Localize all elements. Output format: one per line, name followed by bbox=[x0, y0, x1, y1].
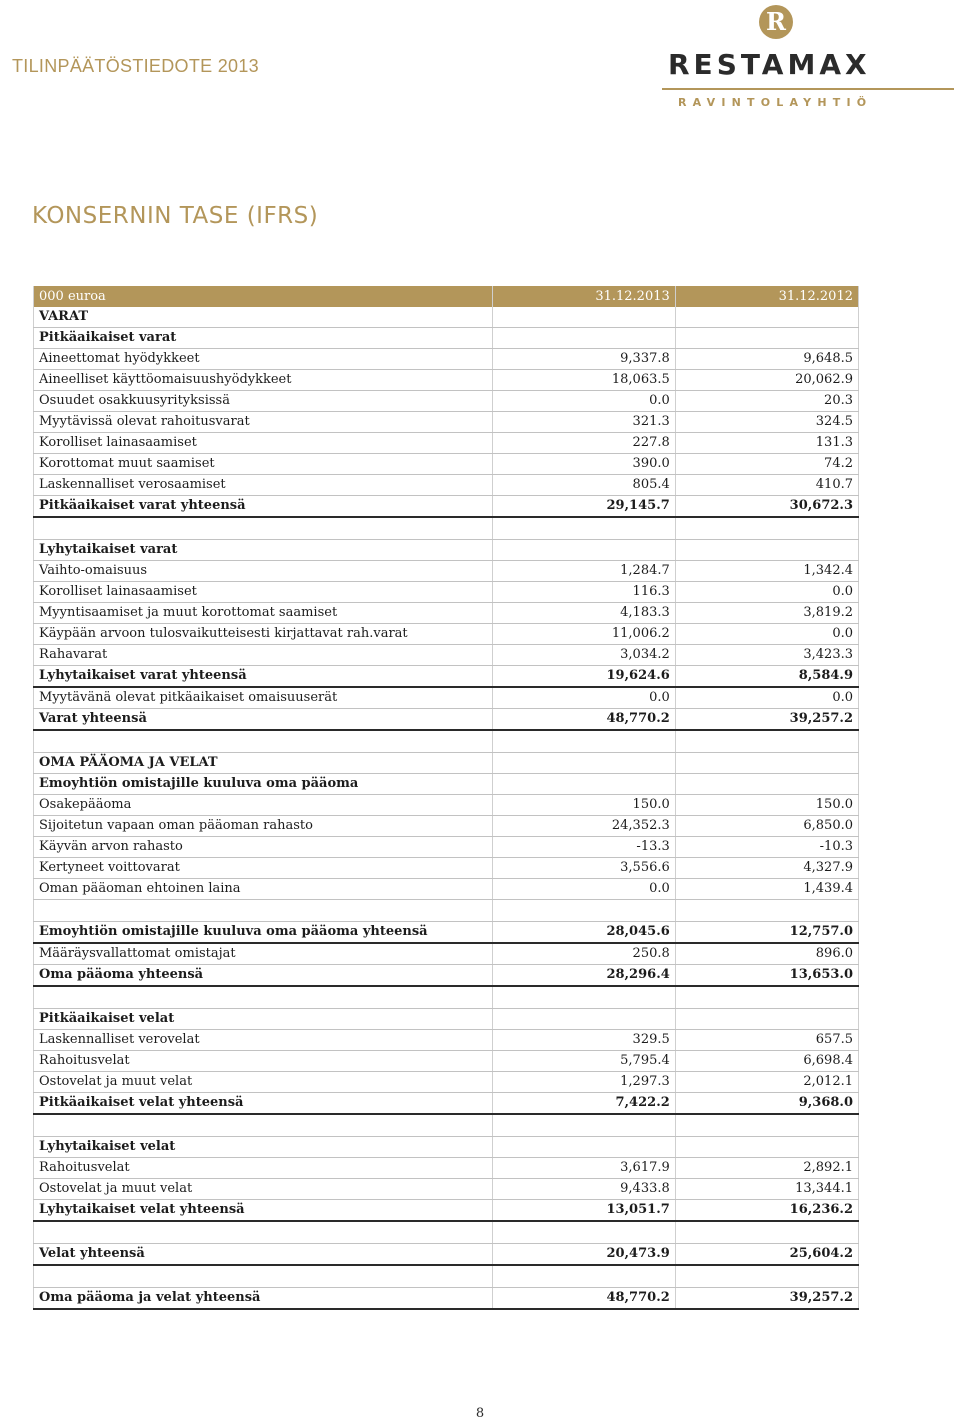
row-label: Käypään arvoon tulosvaikutteisesti kirjattavat rah.varat bbox=[34, 624, 493, 645]
value-2013 bbox=[492, 753, 675, 774]
value-2012 bbox=[675, 900, 858, 922]
logo-wordmark: RESTAMAX bbox=[668, 48, 871, 81]
value-2012: 410.7 bbox=[675, 475, 858, 496]
value-2013 bbox=[492, 517, 675, 540]
page-title: KONSERNIN TASE (IFRS) bbox=[32, 203, 319, 229]
value-2012: 39,257.2 bbox=[675, 709, 858, 731]
row-label: Myytävissä olevat rahoitusvarat bbox=[34, 412, 493, 433]
value-2012: 13,653.0 bbox=[675, 965, 858, 987]
value-2013: 7,422.2 bbox=[492, 1093, 675, 1115]
table-row bbox=[34, 1158, 859, 1179]
value-2013: 13,051.7 bbox=[492, 1200, 675, 1222]
table-total-row bbox=[34, 1244, 859, 1266]
row-label: Pitkäaikaiset velat yhteensä bbox=[34, 1093, 493, 1115]
row-label: Laskennalliset verosaamiset bbox=[34, 475, 493, 496]
table-row bbox=[34, 370, 859, 391]
table-section-row bbox=[34, 307, 859, 328]
column-header-2012: 31.12.2012 bbox=[675, 286, 858, 307]
value-2012: 2,892.1 bbox=[675, 1158, 858, 1179]
row-label: Osakepääoma bbox=[34, 795, 493, 816]
row-label: Pitkäaikaiset varat yhteensä bbox=[34, 496, 493, 518]
table-row bbox=[34, 412, 859, 433]
value-2013: 28,045.6 bbox=[492, 922, 675, 944]
table-section-row bbox=[34, 753, 859, 774]
row-label: Lyhytaikaiset varat yhteensä bbox=[34, 666, 493, 688]
table-spacer-row bbox=[34, 1265, 859, 1288]
row-label: Oman pääoman ehtoinen laina bbox=[34, 879, 493, 900]
row-label bbox=[34, 730, 493, 753]
table-section-row bbox=[34, 540, 859, 561]
value-2012: 74.2 bbox=[675, 454, 858, 475]
row-label: Velat yhteensä bbox=[34, 1244, 493, 1266]
value-2012 bbox=[675, 730, 858, 753]
value-2012 bbox=[675, 986, 858, 1009]
table-row bbox=[34, 349, 859, 370]
table-row bbox=[34, 645, 859, 666]
table-row bbox=[34, 1072, 859, 1093]
svg-text:R: R bbox=[766, 7, 786, 36]
value-2012: 8,584.9 bbox=[675, 666, 858, 688]
value-2013: 227.8 bbox=[492, 433, 675, 454]
table-spacer-row bbox=[34, 1114, 859, 1137]
value-2012: 16,236.2 bbox=[675, 1200, 858, 1222]
table-spacer-row bbox=[34, 730, 859, 753]
row-label: Korolliset lainasaamiset bbox=[34, 582, 493, 603]
column-header-unit: 000 euroa bbox=[34, 286, 493, 307]
value-2012: 6,850.0 bbox=[675, 816, 858, 837]
value-2013: 3,556.6 bbox=[492, 858, 675, 879]
value-2013 bbox=[492, 774, 675, 795]
row-label: Kertyneet voittovarat bbox=[34, 858, 493, 879]
value-2013: 19,624.6 bbox=[492, 666, 675, 688]
table-spacer-row bbox=[34, 986, 859, 1009]
value-2012 bbox=[675, 1114, 858, 1137]
table-spacer-row bbox=[34, 517, 859, 540]
table-row bbox=[34, 624, 859, 645]
value-2013 bbox=[492, 986, 675, 1009]
value-2013: 150.0 bbox=[492, 795, 675, 816]
value-2012: 2,012.1 bbox=[675, 1072, 858, 1093]
row-label: Emoyhtiön omistajille kuuluva oma pääoma yhteensä bbox=[34, 922, 493, 944]
value-2013: 0.0 bbox=[492, 879, 675, 900]
row-label bbox=[34, 986, 493, 1009]
row-label bbox=[34, 900, 493, 922]
value-2012: 9,368.0 bbox=[675, 1093, 858, 1115]
value-2013: 11,006.2 bbox=[492, 624, 675, 645]
value-2013: 116.3 bbox=[492, 582, 675, 603]
document-header-title: TILINPÄÄTÖSTIEDOTE 2013 bbox=[12, 56, 259, 76]
row-label: Myytävänä olevat pitkäaikaiset omaisuuserät bbox=[34, 687, 493, 709]
value-2013 bbox=[492, 328, 675, 349]
value-2012 bbox=[675, 774, 858, 795]
value-2012 bbox=[675, 517, 858, 540]
table-row bbox=[34, 1030, 859, 1051]
row-label: Myyntisaamiset ja muut korottomat saamiset bbox=[34, 603, 493, 624]
value-2013 bbox=[492, 307, 675, 328]
row-label bbox=[34, 1221, 493, 1244]
row-label: Pitkäaikaiset varat bbox=[34, 328, 493, 349]
balance-sheet-table bbox=[33, 286, 859, 1310]
table-row bbox=[34, 1179, 859, 1200]
table-total-row bbox=[34, 496, 859, 518]
row-label: Määräysvallattomat omistajat bbox=[34, 943, 493, 965]
row-label: Laskennalliset verovelat bbox=[34, 1030, 493, 1051]
value-2013 bbox=[492, 1009, 675, 1030]
row-label: Osuudet osakkuusyrityksissä bbox=[34, 391, 493, 412]
value-2012: 39,257.2 bbox=[675, 1288, 858, 1310]
row-label: Korolliset lainasaamiset bbox=[34, 433, 493, 454]
value-2013: 18,063.5 bbox=[492, 370, 675, 391]
table-row bbox=[34, 454, 859, 475]
value-2013: 1,297.3 bbox=[492, 1072, 675, 1093]
value-2013: 1,284.7 bbox=[492, 561, 675, 582]
value-2012: 657.5 bbox=[675, 1030, 858, 1051]
row-label: Lyhytaikaiset varat bbox=[34, 540, 493, 561]
value-2013 bbox=[492, 1114, 675, 1137]
value-2012 bbox=[675, 753, 858, 774]
table-header-row bbox=[34, 286, 859, 307]
value-2013: 329.5 bbox=[492, 1030, 675, 1051]
table-spacer-row bbox=[34, 900, 859, 922]
table-row bbox=[34, 582, 859, 603]
column-header-2013: 31.12.2013 bbox=[492, 286, 675, 307]
value-2013: 390.0 bbox=[492, 454, 675, 475]
value-2012 bbox=[675, 328, 858, 349]
row-label: Ostovelat ja muut velat bbox=[34, 1179, 493, 1200]
table-row bbox=[34, 879, 859, 900]
value-2013: 29,145.7 bbox=[492, 496, 675, 518]
value-2012 bbox=[675, 1137, 858, 1158]
table-row bbox=[34, 603, 859, 624]
table-row bbox=[34, 391, 859, 412]
value-2013: 250.8 bbox=[492, 943, 675, 965]
table-total-row bbox=[34, 1200, 859, 1222]
value-2012: 0.0 bbox=[675, 687, 858, 709]
row-label: Pitkäaikaiset velat bbox=[34, 1009, 493, 1030]
value-2013: 24,352.3 bbox=[492, 816, 675, 837]
table-total-row bbox=[34, 1093, 859, 1115]
value-2012: 30,672.3 bbox=[675, 496, 858, 518]
row-label bbox=[34, 517, 493, 540]
logo-monogram-icon bbox=[758, 2, 794, 42]
value-2012 bbox=[675, 1265, 858, 1288]
value-2012: 4,327.9 bbox=[675, 858, 858, 879]
row-label: Korottomat muut saamiset bbox=[34, 454, 493, 475]
value-2013 bbox=[492, 1221, 675, 1244]
value-2013: 9,433.8 bbox=[492, 1179, 675, 1200]
value-2013: 805.4 bbox=[492, 475, 675, 496]
row-label: Vaihto-omaisuus bbox=[34, 561, 493, 582]
table-row bbox=[34, 561, 859, 582]
value-2012 bbox=[675, 1009, 858, 1030]
value-2013: 3,034.2 bbox=[492, 645, 675, 666]
table-section-row bbox=[34, 774, 859, 795]
value-2012: 12,757.0 bbox=[675, 922, 858, 944]
value-2013: 48,770.2 bbox=[492, 709, 675, 731]
value-2013 bbox=[492, 1137, 675, 1158]
row-label: Oma pääoma yhteensä bbox=[34, 965, 493, 987]
value-2013: 5,795.4 bbox=[492, 1051, 675, 1072]
value-2012: 1,439.4 bbox=[675, 879, 858, 900]
value-2013: 0.0 bbox=[492, 391, 675, 412]
value-2012: 3,819.2 bbox=[675, 603, 858, 624]
row-label: Oma pääoma ja velat yhteensä bbox=[34, 1288, 493, 1310]
row-label: Varat yhteensä bbox=[34, 709, 493, 731]
table-total-row bbox=[34, 1288, 859, 1310]
value-2012: 3,423.3 bbox=[675, 645, 858, 666]
table-row bbox=[34, 433, 859, 454]
value-2012: 1,342.4 bbox=[675, 561, 858, 582]
value-2013: 28,296.4 bbox=[492, 965, 675, 987]
value-2013 bbox=[492, 1265, 675, 1288]
value-2012: 324.5 bbox=[675, 412, 858, 433]
table-spacer-row bbox=[34, 1221, 859, 1244]
row-label: Aineelliset käyttöomaisuushyödykkeet bbox=[34, 370, 493, 391]
value-2013 bbox=[492, 900, 675, 922]
value-2013: 20,473.9 bbox=[492, 1244, 675, 1266]
value-2012: 131.3 bbox=[675, 433, 858, 454]
row-label: Rahavarat bbox=[34, 645, 493, 666]
value-2012: 25,604.2 bbox=[675, 1244, 858, 1266]
value-2012 bbox=[675, 1221, 858, 1244]
value-2012: -10.3 bbox=[675, 837, 858, 858]
row-label: Lyhytaikaiset velat bbox=[34, 1137, 493, 1158]
table-section-row bbox=[34, 1009, 859, 1030]
value-2013: 9,337.8 bbox=[492, 349, 675, 370]
value-2012: 20,062.9 bbox=[675, 370, 858, 391]
value-2012: 20.3 bbox=[675, 391, 858, 412]
value-2012: 6,698.4 bbox=[675, 1051, 858, 1072]
page-number: 8 bbox=[475, 1406, 485, 1421]
row-label bbox=[34, 1114, 493, 1137]
value-2013: 0.0 bbox=[492, 687, 675, 709]
row-label: Käyvän arvon rahasto bbox=[34, 837, 493, 858]
value-2012: 896.0 bbox=[675, 943, 858, 965]
value-2012: 0.0 bbox=[675, 624, 858, 645]
row-label: Aineettomat hyödykkeet bbox=[34, 349, 493, 370]
value-2012: 13,344.1 bbox=[675, 1179, 858, 1200]
row-label: Sijoitetun vapaan oman pääoman rahasto bbox=[34, 816, 493, 837]
table-section-row bbox=[34, 1137, 859, 1158]
value-2013 bbox=[492, 540, 675, 561]
table-row bbox=[34, 837, 859, 858]
row-label: VARAT bbox=[34, 307, 493, 328]
row-label: Rahoitusvelat bbox=[34, 1158, 493, 1179]
table-row bbox=[34, 858, 859, 879]
logo-tagline: RAVINTOLAYHTIÖ bbox=[678, 96, 873, 109]
value-2013: -13.3 bbox=[492, 837, 675, 858]
table-total-row bbox=[34, 965, 859, 987]
company-logo bbox=[664, 0, 894, 118]
row-label: Lyhytaikaiset velat yhteensä bbox=[34, 1200, 493, 1222]
table-row bbox=[34, 1051, 859, 1072]
table-total-row bbox=[34, 922, 859, 944]
value-2013 bbox=[492, 730, 675, 753]
table-row bbox=[34, 943, 859, 965]
row-label bbox=[34, 1265, 493, 1288]
table-total-row bbox=[34, 666, 859, 688]
table-section-row bbox=[34, 328, 859, 349]
value-2012 bbox=[675, 540, 858, 561]
table-row bbox=[34, 795, 859, 816]
table-row bbox=[34, 475, 859, 496]
row-label: Emoyhtiön omistajille kuuluva oma pääoma bbox=[34, 774, 493, 795]
row-label: Rahoitusvelat bbox=[34, 1051, 493, 1072]
value-2013: 48,770.2 bbox=[492, 1288, 675, 1310]
table-row bbox=[34, 687, 859, 709]
table-row bbox=[34, 816, 859, 837]
table-total-row bbox=[34, 709, 859, 731]
header-divider bbox=[662, 88, 954, 90]
value-2013: 4,183.3 bbox=[492, 603, 675, 624]
value-2012: 0.0 bbox=[675, 582, 858, 603]
row-label: Ostovelat ja muut velat bbox=[34, 1072, 493, 1093]
value-2013: 321.3 bbox=[492, 412, 675, 433]
value-2012: 150.0 bbox=[675, 795, 858, 816]
row-label: OMA PÄÄOMA JA VELAT bbox=[34, 753, 493, 774]
value-2013: 3,617.9 bbox=[492, 1158, 675, 1179]
value-2012: 9,648.5 bbox=[675, 349, 858, 370]
value-2012 bbox=[675, 307, 858, 328]
